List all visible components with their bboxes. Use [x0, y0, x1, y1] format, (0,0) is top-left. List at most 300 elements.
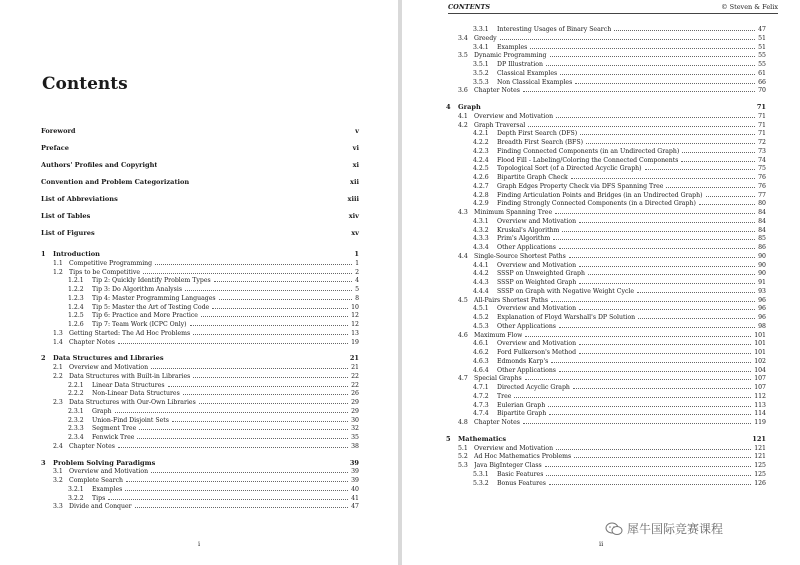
toc-entry-page: 121	[754, 444, 766, 452]
toc-entry-number: 3.5.1	[473, 61, 489, 68]
toc-section-entry[interactable]	[53, 259, 359, 268]
toc-section-entry[interactable]	[53, 442, 359, 451]
toc-leader-dots	[549, 483, 751, 485]
toc-entry-number: 4	[446, 103, 451, 111]
toc-section-entry[interactable]	[53, 372, 359, 381]
toc-subsection-entry[interactable]	[473, 199, 766, 208]
toc-leader-dots	[549, 413, 751, 415]
toc-entry-number: 1.2	[53, 268, 63, 276]
toc-entry-number: 3.1	[53, 468, 63, 476]
toc-subsection-entry[interactable]	[473, 366, 766, 375]
toc-leader-dots	[523, 422, 751, 424]
toc-entry-page: 74	[758, 156, 766, 164]
toc-chapter-entry[interactable]	[41, 229, 359, 238]
toc-subsection-entry[interactable]	[473, 129, 766, 138]
toc-entry-label: Edmonds Karp's	[497, 357, 549, 365]
toc-entry-label: Special Graphs	[474, 375, 522, 383]
toc-entry-number: 4.3.3	[473, 235, 489, 243]
toc-leader-dots	[160, 166, 349, 167]
toc-entry-page: 102	[754, 357, 766, 365]
toc-entry-label: List of Figures	[41, 229, 95, 237]
toc-entry-page: xiii	[347, 195, 359, 203]
toc-subsection-entry[interactable]	[473, 470, 766, 479]
toc-chapter-entry[interactable]	[41, 354, 359, 363]
toc-entry-number: 2	[41, 354, 46, 363]
toc-entry-number: 4.4.4	[473, 287, 489, 295]
toc-subsection-entry[interactable]	[473, 392, 766, 401]
toc-entry-page: 73	[758, 147, 766, 155]
toc-entry-page: 61	[758, 69, 766, 77]
toc-leader-dots	[135, 506, 349, 508]
toc-entry-label: Prim's Algorithm	[497, 235, 551, 243]
toc-entry-page: 125	[754, 462, 766, 469]
toc-leader-dots	[681, 160, 755, 162]
toc-entry-number: 3.6	[458, 87, 468, 95]
toc-entry-label: Graph Edges Property Check via DFS Spanning Tree	[497, 182, 664, 190]
toc-subsection-entry[interactable]	[473, 173, 766, 182]
toc-entry-label: Other Applications	[497, 322, 556, 330]
toc-leader-dots	[574, 456, 751, 458]
toc-entry-number: 4.7.1	[473, 384, 489, 391]
toc-leader-dots	[588, 273, 755, 275]
toc-leader-dots	[514, 396, 751, 398]
toc-section-entry[interactable]	[458, 374, 766, 383]
toc-entry-page: 107	[754, 375, 766, 383]
toc-leader-dots	[190, 324, 349, 326]
toc-leader-dots	[562, 230, 755, 232]
toc-section-entry[interactable]	[53, 467, 359, 476]
toc-entry-page: 84	[758, 226, 766, 234]
toc-entry-label: Segment Tree	[92, 425, 137, 433]
toc-subsection-entry[interactable]	[473, 182, 766, 191]
toc-entry-page: 70	[758, 87, 766, 95]
toc-entry-page: 51	[758, 34, 766, 42]
toc-subsection-entry[interactable]	[68, 424, 359, 433]
toc-entry-label: SSSP on Graph with Negative Weight Cycle	[497, 287, 635, 295]
toc-leader-dots	[183, 393, 348, 395]
toc-entry-label: Data Structures with Built-in Libraries	[69, 372, 191, 380]
toc-subsection-entry[interactable]	[473, 78, 766, 87]
toc-chapter-entry[interactable]	[41, 212, 359, 221]
toc-entry-page: 30	[351, 416, 359, 424]
toc-subsection-entry[interactable]	[68, 389, 359, 398]
toc-chapter-entry[interactable]	[41, 127, 359, 136]
toc-entry-page: 72	[758, 139, 766, 146]
toc-entry-number: 2.2.2	[68, 390, 84, 398]
toc-entry-number: 2.2	[53, 372, 63, 380]
toc-entry-label: Overview and Motivation	[69, 468, 149, 476]
toc-leader-dots	[167, 359, 347, 360]
toc-leader-dots	[125, 489, 348, 491]
toc-section-entry[interactable]	[458, 418, 766, 427]
toc-entry-number: 3	[41, 458, 46, 467]
toc-leader-dots	[151, 471, 348, 473]
toc-subsection-entry[interactable]	[473, 383, 766, 392]
toc-entry-label: Other Applications	[497, 366, 556, 374]
toc-entry-number: 4.4.3	[473, 279, 489, 286]
toc-entry-number: 2.2.1	[68, 381, 84, 389]
toc-leader-dots	[115, 411, 349, 413]
toc-entry-label: Single-Source Shortest Paths	[474, 252, 566, 260]
toc-entry-number: 1.1	[53, 259, 63, 267]
toc-entry-number: 2.3	[53, 399, 63, 406]
toc-section-entry[interactable]	[458, 444, 766, 453]
toc-leader-dots	[484, 108, 754, 109]
toc-subsection-entry[interactable]	[68, 494, 359, 503]
toc-leader-dots	[638, 317, 755, 319]
toc-section-entry[interactable]	[458, 252, 766, 261]
toc-leader-dots	[121, 200, 345, 201]
toc-entry-number: 2.3.3	[68, 425, 84, 433]
toc-subsection-entry[interactable]	[473, 156, 766, 165]
toc-entry-label: Tips	[92, 494, 106, 502]
toc-leader-dots	[569, 256, 755, 258]
toc-entry-number: 2.1	[53, 364, 63, 371]
toc-entry-page: 90	[758, 252, 766, 260]
toc-leader-dots	[118, 342, 348, 344]
toc-leader-dots	[551, 361, 751, 363]
toc-chapter-entry[interactable]	[41, 144, 359, 153]
toc-entry-page: 47	[758, 26, 766, 33]
toc-entry-label: Graph	[92, 407, 112, 415]
toc-entry-number: 1	[41, 250, 46, 258]
toc-subsection-entry[interactable]	[68, 416, 359, 425]
toc-entry-number: 4.5.1	[473, 305, 489, 313]
toc-subsection-entry[interactable]	[473, 261, 766, 270]
toc-subsection-entry[interactable]	[473, 348, 766, 357]
toc-entry-number: 5.3.1	[473, 470, 489, 478]
toc-section-entry[interactable]	[458, 331, 766, 340]
toc-entry-page: 22	[351, 381, 359, 389]
toc-entry-label: Depth First Search (DFS)	[497, 130, 578, 138]
toc-entry-page: 75	[758, 165, 766, 173]
toc-subsection-entry[interactable]	[473, 313, 766, 322]
toc-subsection-entry[interactable]	[68, 381, 359, 390]
toc-entry-label: Overview and Motivation	[497, 340, 577, 348]
toc-entry-page: 84	[758, 217, 766, 225]
toc-leader-dots	[500, 38, 755, 40]
toc-entry-page: 1	[354, 250, 359, 258]
toc-entry-number: 3.3.1	[473, 26, 489, 33]
toc-entry-number: 2.3.2	[68, 416, 84, 424]
toc-entry-page: xv	[351, 229, 359, 237]
toc-section-entry[interactable]	[53, 329, 359, 338]
toc-entry-page: 39	[349, 458, 359, 467]
toc-entry-number: 5.3	[458, 462, 468, 469]
toc-subsection-entry[interactable]	[473, 269, 766, 278]
toc-entry-page: 113	[754, 401, 766, 409]
toc-entry-label: Other Applications	[497, 244, 556, 251]
toc-section-entry[interactable]	[458, 452, 766, 461]
toc-entry-page: 96	[758, 296, 766, 304]
toc-entry-label: Overview and Motivation	[497, 305, 577, 313]
toc-entry-number: 4.3	[458, 209, 468, 216]
toc-entry-label: Graph	[458, 103, 481, 111]
toc-entry-page: 39	[351, 477, 359, 484]
toc-entry-page: 29	[351, 399, 359, 406]
toc-leader-dots	[126, 480, 348, 482]
toc-entry-page: 55	[758, 61, 766, 68]
toc-leader-dots	[575, 82, 755, 84]
toc-section-entry[interactable]	[458, 34, 766, 43]
toc-leader-dots	[93, 217, 345, 218]
toc-subsection-entry[interactable]	[473, 304, 766, 313]
toc-entry-label: Tip 7: Team Work (ICPC Only)	[92, 321, 187, 328]
toc-section-entry[interactable]	[53, 338, 359, 347]
toc-entry-page: 8	[355, 294, 359, 302]
toc-leader-dots	[573, 387, 751, 389]
toc-entry-number: 4.3.1	[473, 217, 489, 225]
toc-entry-label: Tip 2: Quickly Identify Problem Types	[92, 277, 211, 285]
toc-section-entry[interactable]	[53, 476, 359, 485]
toc-section-entry[interactable]	[458, 461, 766, 470]
toc-entry-number: 4.7	[458, 375, 468, 383]
toc-leader-dots	[579, 282, 755, 284]
toc-entry-label: Preface	[41, 144, 69, 152]
toc-subsection-entry[interactable]	[68, 303, 359, 312]
toc-entry-page: 90	[758, 270, 766, 278]
toc-leader-dots	[523, 90, 755, 92]
toc-section-entry[interactable]	[53, 398, 359, 407]
toc-entry-number: 4.5	[458, 296, 468, 304]
toc-subsection-entry[interactable]	[473, 217, 766, 226]
toc-leader-dots	[118, 446, 348, 448]
toc-subsection-entry[interactable]	[473, 322, 766, 331]
toc-subsection-entry[interactable]	[473, 401, 766, 410]
toc-subsection-entry[interactable]	[68, 407, 359, 416]
toc-leader-dots	[559, 247, 755, 249]
toc-entry-number: 4.6.4	[473, 366, 489, 374]
toc-entry-number: 4.8	[458, 419, 468, 426]
toc-subsection-entry[interactable]	[473, 43, 766, 52]
toc-section-entry[interactable]	[458, 51, 766, 60]
toc-entry-page: v	[355, 127, 359, 135]
toc-entry-label: Tip 4: Master Programming Languages	[92, 294, 216, 302]
toc-subsection-entry[interactable]	[473, 164, 766, 173]
toc-subsection-entry[interactable]	[473, 226, 766, 235]
toc-subsection-entry[interactable]	[473, 234, 766, 243]
toc-entry-page: 96	[758, 314, 766, 321]
header-right: © Steven & Felix	[721, 3, 778, 11]
toc-entry-number: 3.2	[53, 477, 63, 484]
toc-subsection-entry[interactable]	[68, 294, 359, 303]
toc-section-entry[interactable]	[53, 502, 359, 511]
toc-entry-page: 26	[351, 390, 359, 398]
toc-entry-page: 93	[758, 287, 766, 295]
toc-entry-number: 5.1	[458, 444, 468, 452]
toc-entry-number: 3.5.2	[473, 69, 489, 77]
toc-subsection-entry[interactable]	[68, 285, 359, 294]
toc-subsection-entry[interactable]	[473, 191, 766, 200]
toc-leader-dots	[706, 195, 756, 197]
toc-entry-label: SSSP on Weighted Graph	[497, 279, 577, 286]
toc-entry-label: Flood Fill - Labeling/Coloring the Connected Components	[497, 156, 679, 164]
toc-entry-page: 119	[754, 419, 766, 426]
toc-leader-dots	[528, 125, 755, 127]
toc-entry-number: 4.2.9	[473, 200, 489, 208]
toc-subsection-entry[interactable]	[473, 147, 766, 156]
toc-entry-page: 66	[758, 78, 766, 86]
toc-entry-label: Ad Hoc Mathematics Problems	[474, 453, 572, 461]
toc-entry-label: Dynamic Programming	[474, 52, 547, 60]
toc-subsection-entry[interactable]	[473, 409, 766, 418]
toc-entry-label: Chapter Notes	[69, 338, 115, 346]
toc-leader-dots	[199, 402, 348, 404]
toc-leader-dots	[98, 234, 349, 235]
toc-subsection-entry[interactable]	[68, 320, 359, 329]
toc-leader-dots	[103, 255, 351, 256]
toc-chapter-entry[interactable]	[41, 250, 359, 259]
toc-section-entry[interactable]	[458, 296, 766, 305]
toc-entry-label: Fenwick Tree	[92, 434, 135, 441]
toc-entry-page: 21	[351, 364, 359, 371]
toc-entry-label: Overview and Motivation	[474, 112, 554, 120]
toc-entry-number: 3.4.1	[473, 43, 489, 51]
toc-entry-page: 29	[351, 407, 359, 415]
toc-entry-label: Linear Data Structures	[92, 381, 165, 389]
toc-entry-label: Overview and Motivation	[69, 364, 149, 371]
toc-section-entry[interactable]	[458, 86, 766, 95]
toc-section-entry[interactable]	[53, 268, 359, 277]
toc-leader-dots	[682, 151, 755, 153]
toc-entry-page: 12	[351, 321, 359, 328]
toc-entry-page: 91	[758, 279, 766, 286]
watermark	[605, 520, 723, 537]
toc-entry-number: 5.3.2	[473, 479, 489, 487]
toc-section-entry[interactable]	[458, 112, 766, 121]
toc-chapter-entry[interactable]	[41, 195, 359, 204]
toc-entry-label: Complete Search	[69, 477, 124, 484]
toc-entry-label: Interesting Usages of Binary Search	[497, 26, 612, 33]
toc-entry-page: 32	[351, 425, 359, 433]
toc-subsection-entry[interactable]	[473, 25, 766, 34]
toc-subsection-entry[interactable]	[68, 485, 359, 494]
toc-section-entry[interactable]	[53, 363, 359, 372]
toc-leader-dots	[699, 203, 755, 205]
toc-entry-number: 1.2.4	[68, 303, 84, 311]
toc-leader-dots	[666, 186, 755, 188]
toc-subsection-entry[interactable]	[473, 287, 766, 296]
toc-entry-number: 1.2.1	[68, 277, 84, 285]
toc-entry-label: Foreword	[41, 127, 76, 135]
toc-chapter-entry[interactable]	[41, 178, 359, 187]
toc-leader-dots	[637, 291, 755, 293]
toc-entry-number: 4.2.2	[473, 139, 489, 146]
toc-section-entry[interactable]	[458, 208, 766, 217]
toc-subsection-entry[interactable]	[68, 311, 359, 320]
toc-entry-page: 71	[756, 103, 766, 111]
toc-entry-label: Competitive Programming	[69, 259, 153, 267]
toc-leader-dots	[158, 464, 346, 465]
toc-entry-number: 2.3.1	[68, 407, 84, 415]
toc-chapter-entry[interactable]	[41, 161, 359, 170]
toc-subsection-entry[interactable]	[68, 276, 359, 285]
toc-entry-label: Getting Started: The Ad Hoc Problems	[69, 329, 191, 337]
toc-leader-dots	[79, 132, 353, 133]
toc-leader-dots	[212, 307, 348, 309]
toc-subsection-entry[interactable]	[473, 243, 766, 252]
toc-entry-label: Bonus Features	[497, 479, 546, 487]
toc-entry-number: 4.2.4	[473, 156, 489, 164]
toc-leader-dots	[201, 315, 348, 317]
toc-entry-page: 80	[758, 200, 766, 208]
toc-subsection-entry[interactable]	[68, 433, 359, 442]
toc-leader-dots	[546, 474, 751, 476]
toc-entry-label: Bipartite Graph	[497, 410, 547, 418]
watermark-text: 犀牛国际竞赛课程	[627, 522, 724, 536]
toc-entry-number: 3.5	[458, 52, 468, 60]
toc-entry-page: 90	[758, 261, 766, 269]
toc-leader-dots	[551, 300, 755, 302]
toc-subsection-entry[interactable]	[473, 69, 766, 78]
toc-leader-dots	[219, 298, 352, 300]
toc-leader-dots	[108, 498, 348, 500]
toc-chapter-entry[interactable]	[446, 435, 766, 444]
toc-entry-number: 1.2.2	[68, 286, 84, 293]
toc-leader-dots	[560, 73, 755, 75]
toc-entry-label: Non-Linear Data Structures	[92, 390, 180, 398]
toc-leader-dots	[193, 376, 348, 378]
toc-leader-dots	[139, 428, 348, 430]
toc-entry-page: 125	[754, 470, 766, 478]
toc-entry-label: Mathematics	[458, 434, 507, 443]
toc-entry-number: 4.7.4	[473, 410, 489, 418]
toc-entry-page: 19	[351, 338, 359, 346]
toc-entry-label: Authors' Profiles and Copyright	[41, 161, 158, 169]
toc-entry-page: 121	[752, 434, 766, 443]
toc-entry-page: 71	[758, 112, 766, 120]
toc-leader-dots	[550, 55, 756, 57]
toc-entry-label: Basic Features	[497, 470, 544, 478]
toc-subsection-entry[interactable]	[473, 60, 766, 69]
toc-subsection-entry[interactable]	[473, 138, 766, 147]
toc-subsection-entry[interactable]	[473, 357, 766, 366]
toc-entry-page: 121	[754, 453, 766, 461]
toc-entry-label: Introduction	[53, 250, 100, 258]
toc-entry-number: 3.3	[53, 503, 63, 511]
toc-entry-number: 4.6.1	[473, 340, 489, 348]
toc-subsection-entry[interactable]	[473, 278, 766, 287]
header-left: CONTENTS	[448, 3, 491, 11]
toc-entry-label: List of Abbreviations	[41, 195, 118, 203]
toc-leader-dots	[614, 29, 755, 31]
toc-leader-dots	[143, 272, 352, 274]
toc-entry-page: 76	[758, 182, 766, 190]
toc-entry-label: Data Structures with Our-Own Libraries	[69, 399, 196, 406]
toc-entry-label: Overview and Motivation	[474, 444, 554, 452]
toc-entry-label: Finding Strongly Connected Components (in a Directed Graph)	[497, 200, 696, 208]
toc-entry-page: 4	[355, 277, 359, 285]
toc-entry-number: 3.2.1	[68, 485, 84, 493]
toc-entry-number: 4.2	[458, 121, 468, 129]
toc-chapter-entry[interactable]	[446, 103, 766, 112]
toc-entry-label: Tip 3: Do Algorithm Analysis	[92, 286, 182, 293]
toc-subsection-entry[interactable]	[473, 479, 766, 488]
toc-entry-number: 3.2.2	[68, 494, 84, 502]
toc-entry-label: Examples	[497, 43, 528, 51]
toc-subsection-entry[interactable]	[473, 339, 766, 348]
toc-chapter-entry[interactable]	[41, 459, 359, 468]
running-header	[448, 3, 778, 14]
toc-leader-dots	[586, 142, 755, 144]
toc-leader-dots	[193, 333, 348, 335]
toc-leader-dots	[137, 437, 348, 439]
toc-entry-page: 76	[758, 174, 766, 181]
toc-leader-dots	[645, 168, 756, 170]
toc-entry-label: Topological Sort (of a Directed Acyclic Graph)	[497, 165, 642, 173]
toc-entry-page: xi	[352, 161, 359, 169]
toc-section-entry[interactable]	[458, 121, 766, 130]
